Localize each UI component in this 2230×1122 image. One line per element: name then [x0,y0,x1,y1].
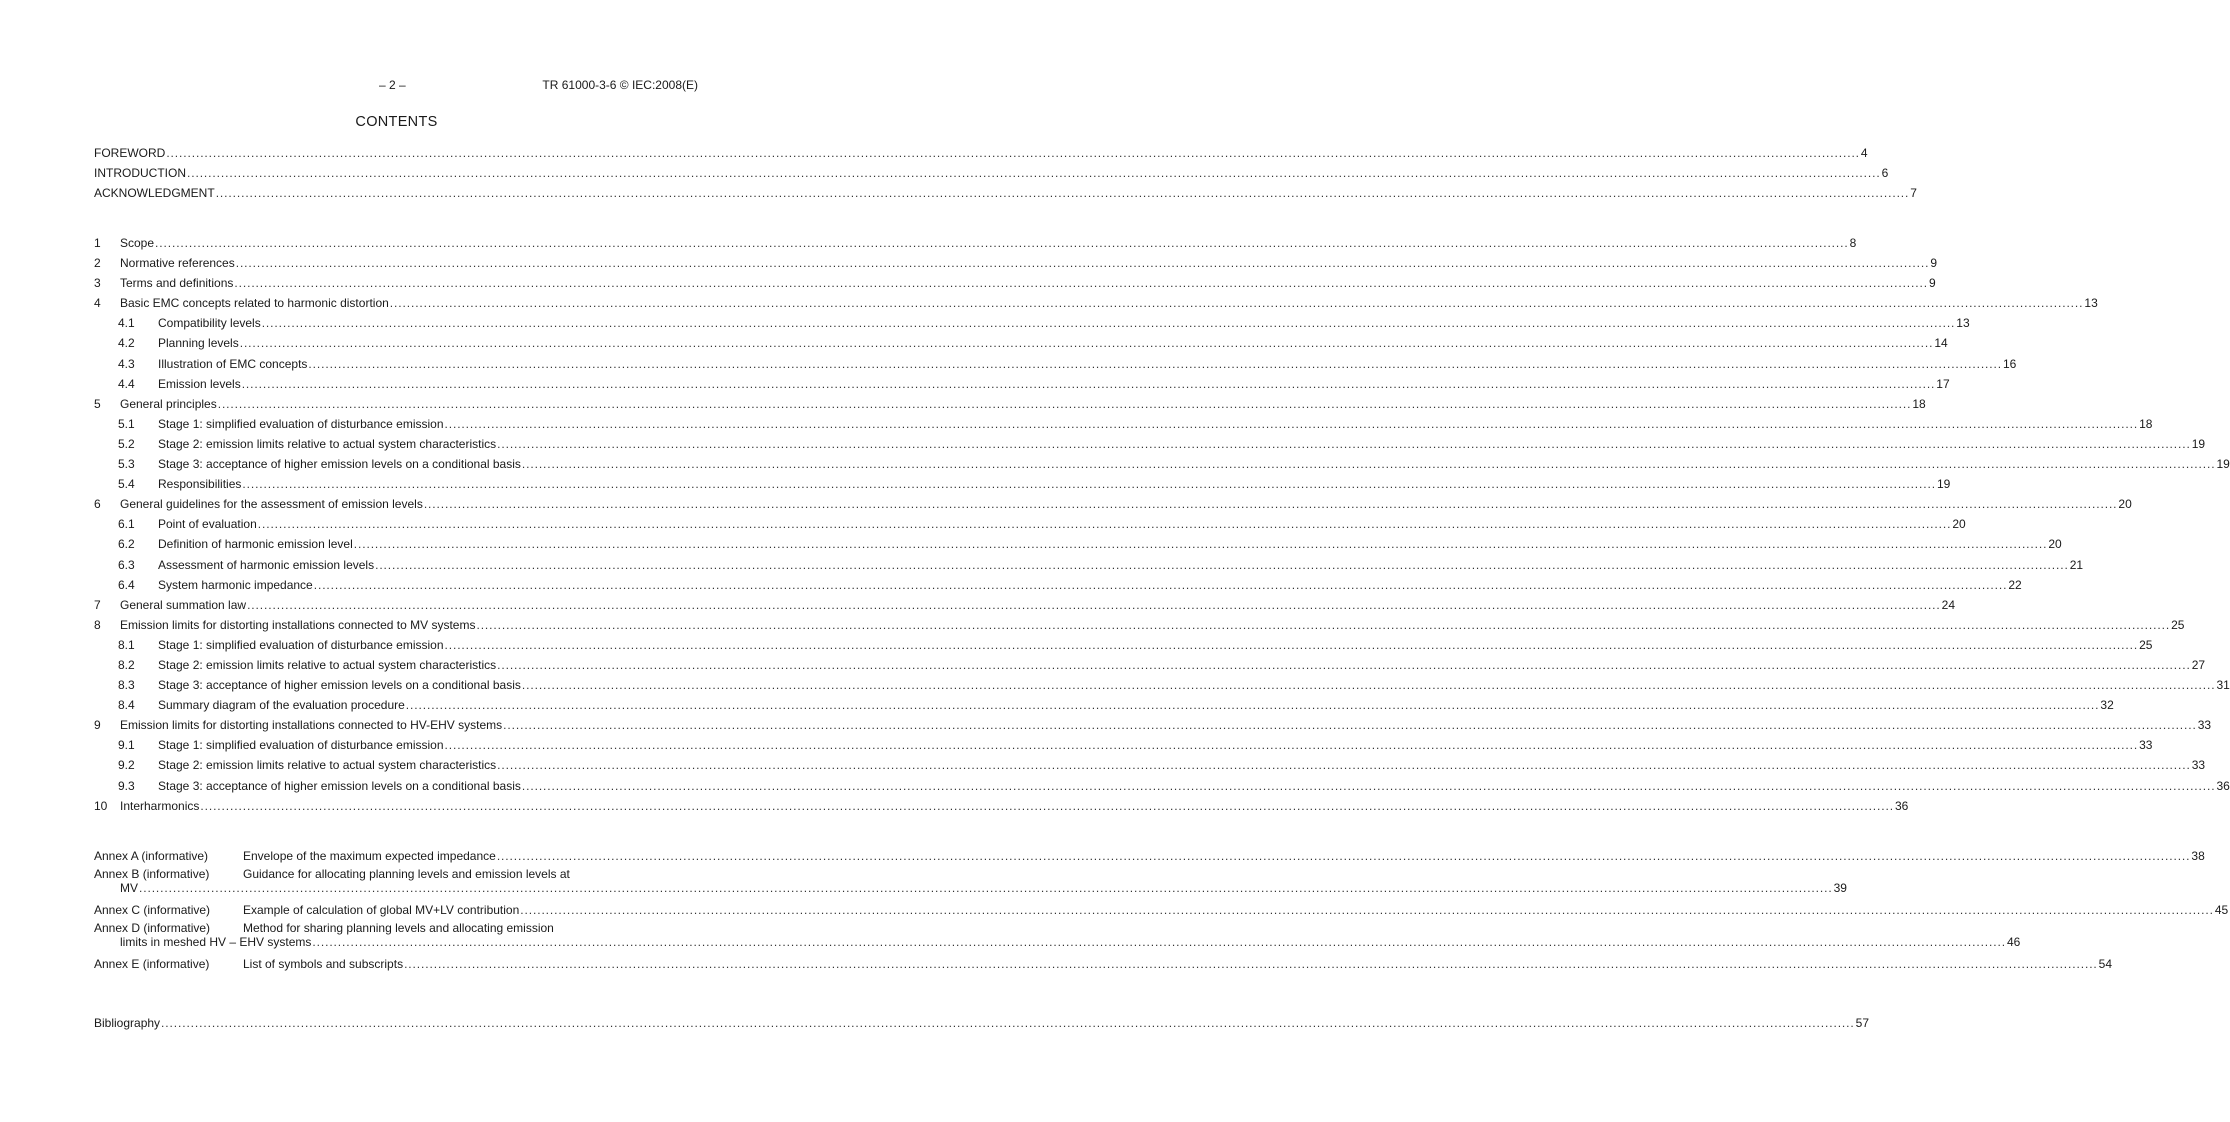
toc-entry[interactable] [94,376,1950,396]
toc-clause-number: 6.2 [118,537,135,552]
toc-leader [158,657,2206,673]
toc-clause-number: 5 [94,396,101,411]
toc-clauses [94,235,2230,818]
dot-leader: ................................................................................................................................................................................................................................................................................................................................................................................................................ [404,957,2098,972]
toc-page-number: 39 [1833,880,1847,895]
toc-clause-number: 8.3 [118,678,135,693]
document-id: TR 61000-3-6 © IEC:2008(E) [542,78,698,92]
toc-leader [120,717,2212,733]
toc-entry[interactable] [94,737,2153,757]
dot-leader: ................................................................................................................................................................................................................................................................................................................................................................................................................ [405,698,2100,713]
toc-clause-number: 4.1 [118,316,135,331]
toc-clause-number: 8.1 [118,637,135,652]
toc-clause-number: 9.1 [118,738,135,753]
toc-entry[interactable] [94,577,2022,597]
toc-leader [94,145,1868,161]
page-title: CONTENTS [355,114,438,130]
toc-page-number: 18 [1912,396,1926,411]
dot-leader: ................................................................................................................................................................................................................................................................................................................................................................................................................ [139,880,1833,895]
toc-page-number: 19 [2191,436,2206,451]
dot-leader: ................................................................................................................................................................................................................................................................................................................................................................................................................ [497,657,2191,672]
toc-leader [94,1015,1869,1031]
toc-entry-title: Bibliography [94,1016,161,1030]
toc-page-number: 9 [1928,276,1936,291]
toc-page-number: 6 [1881,166,1889,181]
toc-entry[interactable] [94,396,1926,416]
annex-heading: Annex D (informative) [94,921,211,936]
toc-entry[interactable] [94,165,1889,185]
dot-leader: ................................................................................................................................................................................................................................................................................................................................................................................................................ [247,597,1941,612]
toc-entry-title: System harmonic impedance [158,577,313,592]
toc-leader [158,757,2206,773]
toc-leader [120,880,1847,896]
toc-page-number: 7 [1910,186,1917,201]
toc-annex-entry[interactable] [94,921,2021,956]
toc-page-number: 24 [1941,597,1956,612]
annex-title: Guidance for allocating planning levels and emission levels at [243,867,570,882]
toc-leader [158,677,2230,693]
toc-entry-title: Summary diagram of the evaluation procedure [158,698,405,713]
toc-leader [120,275,1936,291]
toc-entry-title: INTRODUCTION [94,166,186,181]
toc-clause-number: 2 [94,256,101,271]
toc-entry-title: General principles [120,396,217,411]
annex-heading: Annex B (informative) [94,867,210,882]
toc-entry[interactable] [94,597,1956,617]
dot-leader: ................................................................................................................................................................................................................................................................................................................................................................................................................ [503,718,2197,733]
toc-leader [120,617,2185,633]
toc-page-number: 38 [2191,849,2205,863]
toc-entry[interactable] [94,757,2206,777]
toc-page-number: 19 [1936,477,1951,492]
toc-annexes [94,848,2229,976]
toc-entry-title: Stage 3: acceptance of higher emission levels on a conditional basis [158,457,521,472]
toc-entry-title: Stage 1: simplified evaluation of disturbance emission [158,416,444,431]
toc-clause-number: 7 [94,597,101,612]
toc-page-number: 33 [2197,718,2212,733]
toc-leader [120,798,1909,814]
dot-leader: ................................................................................................................................................................................................................................................................................................................................................................................................................ [239,336,1934,351]
dot-leader: ................................................................................................................................................................................................................................................................................................................................................................................................................ [234,276,1928,291]
toc-entry[interactable] [94,145,1868,165]
toc-annex-entry[interactable] [94,867,1847,902]
toc-clause-number: 4 [94,296,101,311]
toc-clause-number: 9 [94,718,101,733]
dot-leader: ................................................................................................................................................................................................................................................................................................................................................................................................................ [423,497,2118,512]
dot-leader: ................................................................................................................................................................................................................................................................................................................................................................................................................ [389,296,2084,311]
toc-clause-number: 6.3 [118,557,135,572]
toc-clause-number: 3 [94,276,101,291]
toc-leader [120,396,1926,412]
toc-entry-title: Terms and definitions [120,276,234,291]
toc-entry-title: MV [120,880,138,895]
toc-leader [158,737,2153,753]
toc-page-number: 33 [2191,758,2206,773]
toc-leader [94,902,2229,918]
toc-front-matter [94,145,1917,205]
toc-entry-title: Point of evaluation [158,517,257,532]
dot-leader: ................................................................................................................................................................................................................................................................................................................................................................................................................ [497,436,2191,451]
dot-leader: ................................................................................................................................................................................................................................................................................................................................................................................................................ [200,798,1894,813]
toc-entry-title: Definition of harmonic emission level [158,537,353,552]
toc-entry-title: Stage 2: emission limits relative to actual system characteristics [158,657,497,672]
dot-leader: ................................................................................................................................................................................................................................................................................................................................................................................................................ [242,477,1936,492]
toc-leader [158,356,2017,372]
dot-leader: ................................................................................................................................................................................................................................................................................................................................................................................................................ [521,457,2216,472]
toc-clause-number: 1 [94,236,101,250]
toc-entry[interactable] [94,255,1937,275]
dot-leader: ................................................................................................................................................................................................................................................................................................................................................................................................................ [521,778,2216,793]
toc-leader [158,315,1970,331]
toc-page-number: 54 [2098,957,2113,972]
toc-entry-title: Illustration of EMC concepts [158,356,308,371]
toc-page-number: 14 [1934,336,1948,351]
toc-entry[interactable] [94,275,1936,295]
dot-leader: ................................................................................................................................................................................................................................................................................................................................................................................................................ [476,617,2171,632]
dot-leader: ................................................................................................................................................................................................................................................................................................................................................................................................................ [235,256,1930,271]
page-number: – 2 – [379,78,406,92]
toc-bibliography [94,1015,1869,1035]
toc-clause-number: 4.4 [118,376,135,391]
toc-entry-title: General summation law [120,597,247,612]
toc-entry[interactable] [94,496,2132,516]
toc-entry-title: Stage 1: simplified evaluation of disturbance emission [158,637,444,652]
toc-leader [158,335,1948,351]
toc-clause-number: 4.3 [118,356,135,371]
toc-entry-title: Stage 3: acceptance of higher emission levels on a conditional basis [158,678,521,693]
page-header [94,78,698,94]
toc-annex-entry[interactable] [94,902,2229,922]
toc-leader [94,956,2113,972]
toc-entry[interactable] [94,315,1970,335]
toc-entry[interactable] [94,677,2230,697]
dot-leader: ................................................................................................................................................................................................................................................................................................................................................................................................................ [155,236,1849,250]
toc-clause-number: 5.1 [118,416,135,431]
toc-page-number: 17 [1936,376,1950,391]
toc-entry-title [94,848,496,864]
toc-annex-entry[interactable] [94,956,2113,976]
toc-entry[interactable] [94,717,2212,737]
toc-entry[interactable] [94,557,2084,577]
annex-first-line [94,922,698,936]
toc-entry[interactable] [94,185,1917,205]
toc-entry-title: Compatibility levels [158,316,261,331]
dot-leader: ................................................................................................................................................................................................................................................................................................................................................................................................................ [497,758,2191,773]
dot-leader: ................................................................................................................................................................................................................................................................................................................................................................................................................ [520,903,2214,918]
dot-leader: ................................................................................................................................................................................................................................................................................................................................................................................................................ [313,577,2008,592]
toc-page-number: 32 [2100,698,2114,713]
toc-clause-number: 5.3 [118,457,135,472]
toc-leader [158,557,2084,573]
toc-page-number: 18 [2139,416,2153,431]
toc-annex-entry[interactable] [94,848,2205,868]
toc-clause-number: 8.2 [118,657,135,672]
toc-entry-title: Emission levels [158,376,241,391]
annex-title: Envelope of the maximum expected impedance [243,849,496,863]
dot-leader: ................................................................................................................................................................................................................................................................................................................................................................................................................ [353,537,2048,552]
toc-leader [158,536,2062,552]
toc-entry-title: Planning levels [158,336,239,351]
toc-clause-number: 10 [94,798,108,813]
toc-page-number: 36 [2216,778,2230,793]
toc-entry-title: Normative references [120,256,235,271]
toc-entry[interactable] [94,637,2153,657]
toc-page-number: 20 [2048,537,2062,552]
annex-title: Example of calculation of global MV+LV contribution [243,903,520,918]
toc-entry[interactable] [94,456,2230,476]
toc-entry[interactable] [94,657,2206,677]
toc-page-number: 20 [2118,497,2132,512]
toc-leader [120,597,1956,613]
dot-leader: ................................................................................................................................................................................................................................................................................................................................................................................................................ [444,738,2139,753]
dot-leader: ................................................................................................................................................................................................................................................................................................................................................................................................................ [521,678,2216,693]
toc-clause-number: 8.4 [118,698,135,713]
toc-page-number: 45 [2214,903,2229,918]
toc-entry-title: Stage 2: emission limits relative to actual system characteristics [158,758,497,773]
toc-clause-number: 5.2 [118,436,135,451]
toc-entry-title: Interharmonics [120,798,200,813]
dot-leader: ................................................................................................................................................................................................................................................................................................................................................................................................................ [312,934,2006,949]
annex-heading: Annex A (informative) [94,849,209,863]
toc-leader [120,295,2098,311]
dot-leader: ................................................................................................................................................................................................................................................................................................................................................................................................................ [261,316,1956,331]
toc-entry-title: FOREWORD [94,146,166,160]
dot-leader: ................................................................................................................................................................................................................................................................................................................................................................................................................ [217,396,1912,411]
toc-leader [120,235,1857,251]
dot-leader: ................................................................................................................................................................................................................................................................................................................................................................................................................ [257,517,1952,532]
toc-leader [158,697,2114,713]
toc-entry[interactable] [94,416,2153,436]
toc-leader [158,376,1950,392]
annex-title: Method for sharing planning levels and allocating emission [243,921,554,936]
toc-page-number: 25 [2171,617,2185,632]
dot-leader: ................................................................................................................................................................................................................................................................................................................................................................................................................ [215,186,1910,201]
toc-entry[interactable] [94,697,2114,717]
toc-entry-title: Stage 3: acceptance of higher emission levels on a conditional basis [158,778,521,793]
toc-leader [120,496,2132,512]
toc-leader [158,577,2022,593]
toc-entry[interactable] [94,617,2185,637]
dot-leader: ................................................................................................................................................................................................................................................................................................................................................................................................................ [308,356,2002,371]
toc-page-number: 9 [1930,256,1937,271]
toc-entry[interactable] [94,778,2230,798]
toc-leader [158,516,1966,532]
toc-clause-number: 6.1 [118,517,135,532]
toc-entry-title: limits in meshed HV – EHV systems [120,934,312,949]
toc-entry-title: Emission limits for distorting installations connected to HV-EHV systems [120,718,503,733]
toc-entry[interactable] [94,516,1966,536]
toc-leader [94,185,1917,201]
toc-entry-title: Basic EMC concepts related to harmonic distortion [120,296,389,311]
toc-clause-number: 8 [94,617,101,632]
toc-page-number: 16 [2003,356,2017,371]
toc-clause-number: 9.3 [118,778,135,793]
toc-clause-number: 5.4 [118,477,135,492]
dot-leader: ................................................................................................................................................................................................................................................................................................................................................................................................................ [444,416,2139,431]
toc-entry[interactable] [94,476,1951,496]
dot-leader: ................................................................................................................................................................................................................................................................................................................................................................................................................ [444,637,2139,652]
dot-leader: ................................................................................................................................................................................................................................................................................................................................................................................................................ [496,849,2191,863]
toc-leader [158,778,2230,794]
toc-page-number: 19 [2216,457,2230,472]
toc-entry[interactable] [94,295,2098,315]
toc-entry-title: Stage 2: emission limits relative to actual system characteristics [158,436,497,451]
toc-leader [94,848,2205,864]
annex-heading: Annex C (informative) [94,903,211,918]
toc-entry[interactable] [94,1015,1869,1035]
toc-entry-title: Emission limits for distorting installations connected to MV systems [120,617,476,632]
toc-entry[interactable] [94,536,2062,556]
toc-page-number: 36 [1894,798,1909,813]
toc-clause-number: 4.2 [118,336,135,351]
toc-leader [158,456,2230,472]
toc-page-number: 13 [2084,296,2098,311]
dot-leader: ................................................................................................................................................................................................................................................................................................................................................................................................................ [166,146,1860,160]
annex-heading: Annex E (informative) [94,957,210,972]
toc-entry-title [94,956,403,972]
toc-leader [158,637,2153,653]
toc-entry[interactable] [94,356,2017,376]
toc-page-number: 57 [1855,1016,1869,1030]
toc-entry-title [94,902,519,918]
toc-entry[interactable] [94,436,2206,456]
toc-clause-number: 6 [94,497,101,512]
toc-entry-title: Stage 1: simplified evaluation of disturbance emission [158,738,444,753]
toc-entry-title: Responsibilities [158,477,242,492]
toc-leader [158,416,2153,432]
toc-clause-number: 6.4 [118,577,135,592]
toc-entry[interactable] [94,335,1948,355]
toc-leader [120,255,1937,271]
toc-leader [94,165,1889,181]
dot-leader: ................................................................................................................................................................................................................................................................................................................................................................................................................ [241,376,1936,391]
toc-page-number: 25 [2139,637,2153,652]
toc-clause-number: 9.2 [118,758,135,773]
annex-title: List of symbols and subscripts [243,957,404,972]
toc-entry-title: ACKNOWLEDGMENT [94,186,215,201]
dot-leader: ................................................................................................................................................................................................................................................................................................................................................................................................................ [161,1016,1855,1030]
toc-page-number: 27 [2191,657,2206,672]
toc-page-number: 13 [1956,316,1970,331]
toc-entry-title: General guidelines for the assessment of emission levels [120,497,423,512]
toc-page-number: 31 [2216,678,2230,693]
toc-entry[interactable] [94,798,1909,818]
toc-entry[interactable] [94,235,1857,255]
toc-leader [158,476,1951,492]
toc-page-number: 21 [2069,557,2084,572]
toc-page-number: 22 [2008,577,2022,592]
toc-page-number: 46 [2006,934,2021,949]
annex-first-line [94,868,698,882]
toc-page-number: 33 [2139,738,2153,753]
toc-entry-title: Assessment of harmonic emission levels [158,557,375,572]
toc-page-number: 4 [1860,146,1868,160]
toc-page-number: 20 [1952,517,1966,532]
dot-leader: ................................................................................................................................................................................................................................................................................................................................................................................................................ [375,557,2069,572]
toc-entry-title: Scope [120,236,155,250]
toc-leader [158,436,2206,452]
dot-leader: ................................................................................................................................................................................................................................................................................................................................................................................................................ [187,166,1881,181]
toc-leader [120,934,2021,950]
toc-page-number: 8 [1849,236,1857,250]
